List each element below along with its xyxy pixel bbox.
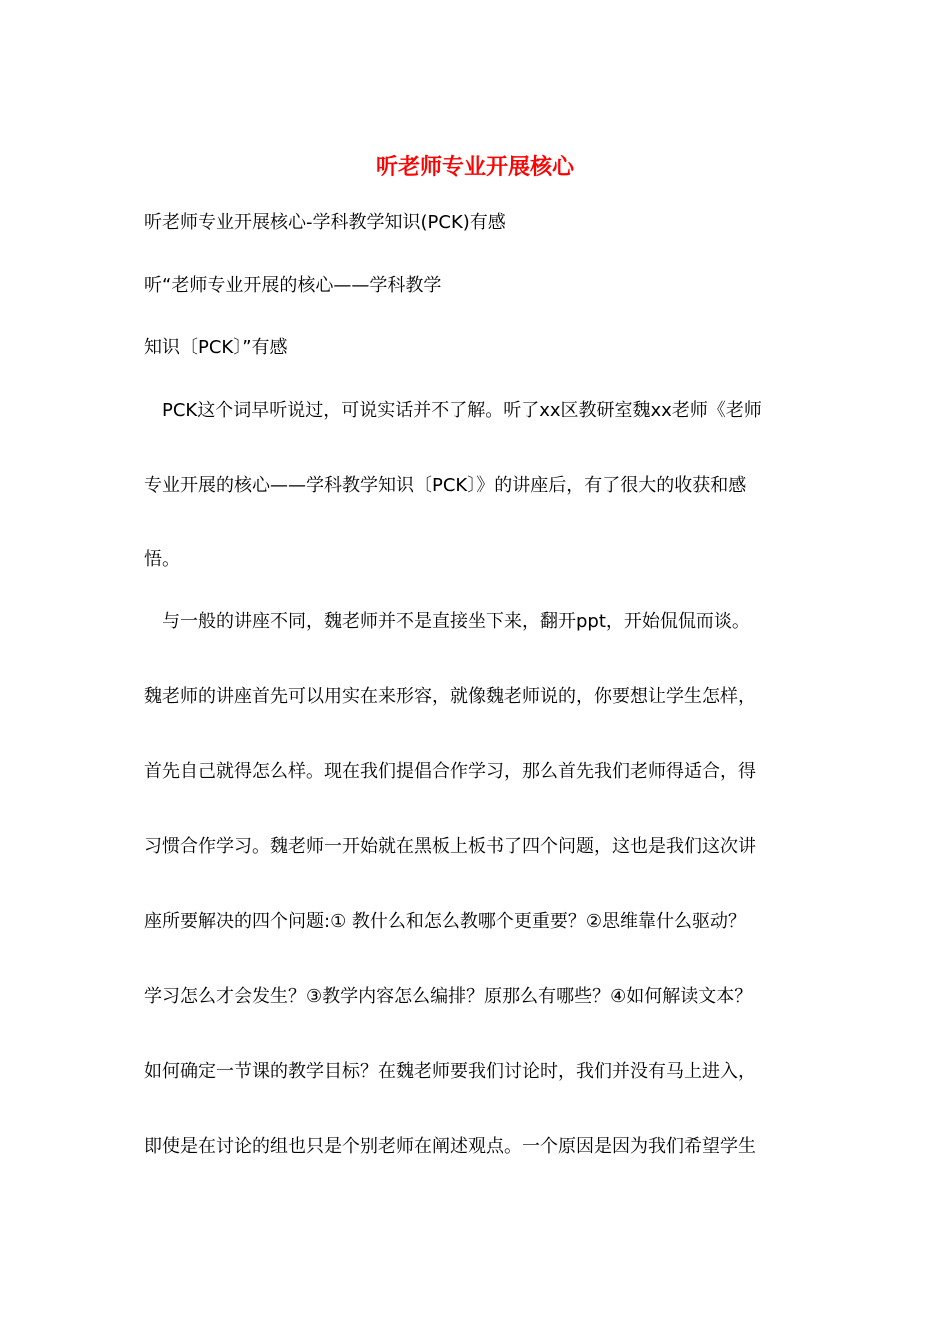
body-line: 习惯合作学习。魏老师一开始就在黑板上板书了四个问题，这也是我们这次讲	[144, 836, 756, 857]
heading-line: 听“老师专业开展的核心——学科教学	[144, 275, 442, 296]
body-line: 如何确定一节课的教学目标？在魏老师要我们讨论时，我们并没有马上进入，	[144, 1061, 756, 1082]
body-line: 魏老师的讲座首先可以用实在来形容，就像魏老师说的，你要想让学生怎样，	[144, 686, 756, 707]
body-line: 学习怎么才会发生？③教学内容怎么编排？原那么有哪些？④如何解读文本？	[144, 986, 753, 1007]
heading-line: 知识〔PCK〕”有感	[144, 337, 288, 358]
body-line: 首先自己就得怎么样。现在我们提倡合作学习，那么首先我们老师得适合，得	[144, 761, 756, 782]
document-title: 听老师专业开展核心	[375, 155, 574, 180]
subtitle-line: 听老师专业开展核心-学科教学知识(PCK)有感	[144, 212, 506, 233]
body-line: 专业开展的核心——学科教学知识〔PCK〕》的讲座后，有了很大的收获和感	[144, 475, 747, 496]
body-line: 悟。	[144, 549, 180, 570]
body-line: 即使是在讨论的组也只是个别老师在阐述观点。一个原因是因为我们希望学生	[144, 1136, 756, 1157]
body-line: PCK这个词早听说过，可说实话并不了解。听了xx区教研室魏xx老师《老师	[144, 400, 762, 421]
body-line: 座所要解决的四个问题:① 教什么和怎么教哪个更重要？②思维靠什么驱动？	[144, 911, 747, 932]
body-line: 与一般的讲座不同，魏老师并不是直接坐下来，翻开ppt，开始侃侃而谈。	[144, 611, 750, 632]
